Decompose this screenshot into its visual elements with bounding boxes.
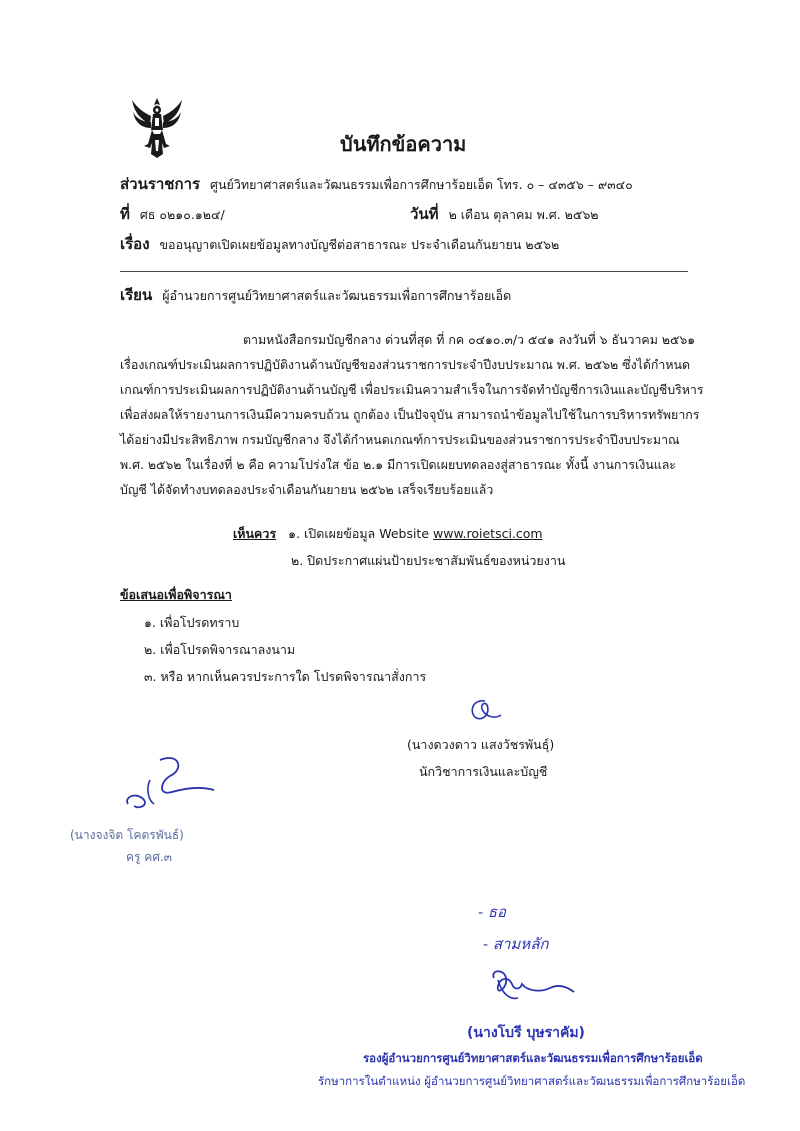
- body-line: บัญชี ได้จัดทำงบทดลองประจำเดือนกันยายน ๒๕๖๒ เสร็จเรียบร้อยแล้ว: [120, 482, 494, 497]
- agency-label: ส่วนราชการ: [120, 175, 201, 193]
- signer-position: นักวิชาการเงินและบัญชี: [419, 764, 548, 779]
- reviewer-name: (นางจงจิต โคตรพันธ์): [70, 828, 184, 842]
- recommend-row-1: [233, 524, 543, 544]
- recommend-item-1: ๑. เปิดเผยข้อมูล Website: [288, 526, 433, 541]
- agency-row: [120, 172, 633, 196]
- date-label: วันที่: [410, 205, 439, 223]
- date-row: [410, 202, 599, 226]
- body-line: ได้อย่างมีประสิทธิภาพ กรมบัญชีกลาง จึงได้กำหนดเกณฑ์การประเมินของส่วนราชการประจำปีงบประมาณ: [120, 432, 680, 447]
- approver-position-2: รักษาการในตำแหน่ง ผู้อำนวยการศูนย์วิทยาศาสตร์และวัฒนธรรมเพื่อการศึกษาร้อยเอ็ด: [318, 1074, 746, 1088]
- recommend-label: เห็นควร: [233, 526, 277, 541]
- header-divider: [120, 271, 688, 272]
- approver-position-1: รองผู้อำนวยการศูนย์วิทยาศาสตร์และวัฒนธรรมเพื่อการศึกษาร้อยเอ็ด: [363, 1051, 703, 1065]
- ref-value: ศธ ๐๒๑๐.๑๒๔/: [139, 207, 225, 222]
- reviewer-signature-icon: [120, 752, 220, 814]
- salutation-label: เรียน: [120, 286, 153, 304]
- signer-name: (นางดวงดาว แสงวัชรพันธุ์): [407, 737, 555, 752]
- recommend-item-2: ๒. ปิดประกาศแผ่นป้ายประชาสัมพันธ์ของหน่วยงาน: [291, 553, 566, 568]
- subject-label: เรื่อง: [120, 235, 150, 253]
- approver-signature-icon: [488, 966, 578, 1006]
- proposal-item: ๒. เพื่อโปรดพิจารณาลงนาม: [144, 642, 296, 657]
- garuda-emblem-icon: [130, 96, 184, 160]
- approver-note-1: - ธอ: [478, 903, 507, 921]
- salutation-row: [120, 283, 511, 307]
- reviewer-position: ครู คศ.๓: [126, 850, 172, 864]
- signer-signature-icon: [465, 697, 505, 723]
- proposal-item: ๑. เพื่อโปรดทราบ: [144, 615, 240, 630]
- proposal-item: ๓. หรือ หากเห็นควรประการใด โปรดพิจารณาสั่งการ: [144, 669, 427, 684]
- ref-row: [120, 202, 225, 226]
- proposal-heading: ข้อเสนอเพื่อพิจารณา: [120, 587, 232, 602]
- body-line: พ.ศ. ๒๕๖๒ ในเรื่องที่ ๒ คือ ความโปร่งใส ข้อ ๒.๑ มีการเปิดเผยบทดลองสู่สาธารณะ ทั้งนี้ งานการเงินและ: [120, 457, 676, 472]
- body-line: เรื่องเกณฑ์ประเมินผลการปฏิบัติงานด้านบัญชีของส่วนราชการประจำปีงบประมาณ พ.ศ. ๒๕๖๒ ซึ่งได้กำหนด: [120, 357, 691, 372]
- date-value: ๒ เดือน ตุลาคม พ.ศ. ๒๕๖๒: [448, 207, 599, 222]
- subject-value: ขออนุญาตเปิดเผยข้อมูลทางบัญชีต่อสาธารณะ ประจำเดือนกันยายน ๒๕๖๒: [159, 237, 560, 252]
- memo-title: บันทึกข้อความ: [340, 132, 467, 156]
- approver-note-2: - สามหลัก: [483, 935, 549, 953]
- salutation-value: ผู้อำนวยการศูนย์วิทยาศาสตร์และวัฒนธรรมเพื่อการศึกษาร้อยเอ็ด: [162, 288, 512, 303]
- body-line: ตามหนังสือกรมบัญชีกลาง ด่วนที่สุด ที่ กค ๐๔๑๐.๓/ว ๕๔๑ ลงวันที่ ๖ ธันวาคม ๒๕๖๑: [243, 332, 696, 347]
- subject-row: [120, 232, 559, 256]
- agency-value: ศูนย์วิทยาศาสตร์และวัฒนธรรมเพื่อการศึกษาร้อยเอ็ด โทร. ๐ – ๔๓๕๖ – ๙๓๔๐: [210, 177, 633, 192]
- ref-label: ที่: [120, 205, 130, 223]
- website-link[interactable]: www.roietsci.com: [433, 526, 543, 541]
- body-line: เกณฑ์การประเมินผลการปฏิบัติงานด้านบัญชี เพื่อประเมินความสำเร็จในการจัดทำบัญชีการเงินและบัญชีบริหาร: [120, 382, 704, 397]
- approver-name: (นางโบรี บุษราคัม): [467, 1025, 585, 1041]
- body-line: เพื่อส่งผลให้รายงานการเงินมีความครบถ้วน ถูกต้อง เป็นปัจจุบัน สามารถนำข้อมูลไปใช้ในการบริหารทรัพยากร: [120, 407, 700, 422]
